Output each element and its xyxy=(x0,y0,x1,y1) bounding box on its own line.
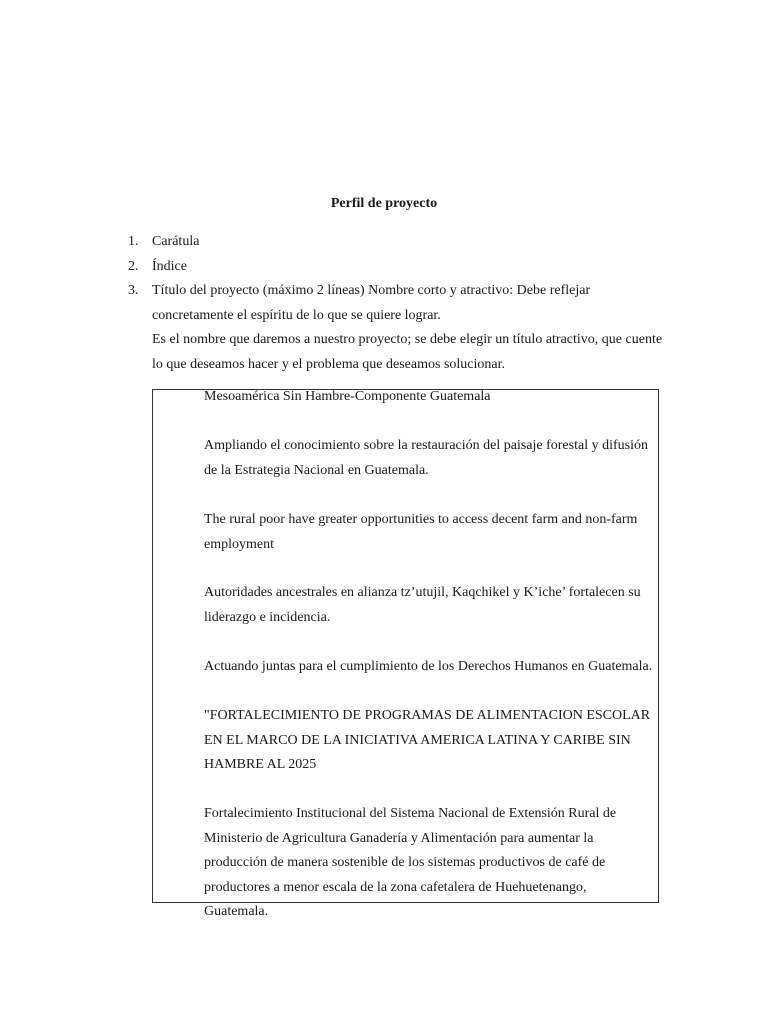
list-number: 2. xyxy=(128,258,139,274)
examples-box xyxy=(152,389,659,919)
list-item-indice xyxy=(128,255,668,280)
numbered-list xyxy=(128,230,668,377)
list-item-titulo xyxy=(128,279,668,377)
list-text: Título del proyecto (máximo 2 líneas) Nombre corto y atractivo: Debe reflejar xyxy=(152,283,591,298)
example-title-7: Fortalecimiento Institucional del Sistema Nacional de Extensión Rural de Ministerio de Agricultura Ganadería y Alimentación para aumentar la producción de manera sostenible de los sistemas productivos de café de productores a menor escala de la zona cafetalera de Huehuetenango, Guatemala. xyxy=(204,806,617,919)
list-text: concretamente el espíritu de lo que se quiere lograr. xyxy=(152,307,441,323)
list-text: Índice xyxy=(152,258,187,274)
page-title: Perfil de proyecto xyxy=(330,196,438,211)
list-number: 1. xyxy=(128,234,139,249)
example-title-6: "FORTALECIMIENTO DE PROGRAMAS DE ALIMENTACION ESCOLAR EN EL MARCO DE LA INICIATIVA AMERICA LATINA Y CARIBE SIN HAMBRE AL 2025 xyxy=(204,708,651,772)
example-title-1: Mesoamérica Sin Hambre-Componente Guatemala xyxy=(204,389,491,404)
example-title-3: The rural poor have greater opportunities to access decent farm and non-farm employment xyxy=(204,512,638,552)
example-title-2: Ampliando el conocimiento sobre la restauración del paisaje forestal y difusión de la Estrategia Nacional en Guatemala. xyxy=(204,438,648,478)
example-title-5: Actuando juntas para el cumplimiento de los Derechos Humanos en Guatemala. xyxy=(204,659,653,674)
list-item-caratula xyxy=(128,230,668,255)
list-text: lo que deseamos hacer y el problema que deseamos solucionar. xyxy=(152,356,505,372)
list-number: 3. xyxy=(128,283,139,298)
example-title-4: Autoridades ancestrales en alianza tz’utujil, Kaqchikel y K’iche’ fortalecen su liderazgo e incidencia. xyxy=(204,585,641,625)
list-text: Es el nombre que daremos a nuestro proyecto; se debe elegir un título atractivo, que cuente xyxy=(152,332,663,347)
list-text: Carátula xyxy=(152,234,200,249)
